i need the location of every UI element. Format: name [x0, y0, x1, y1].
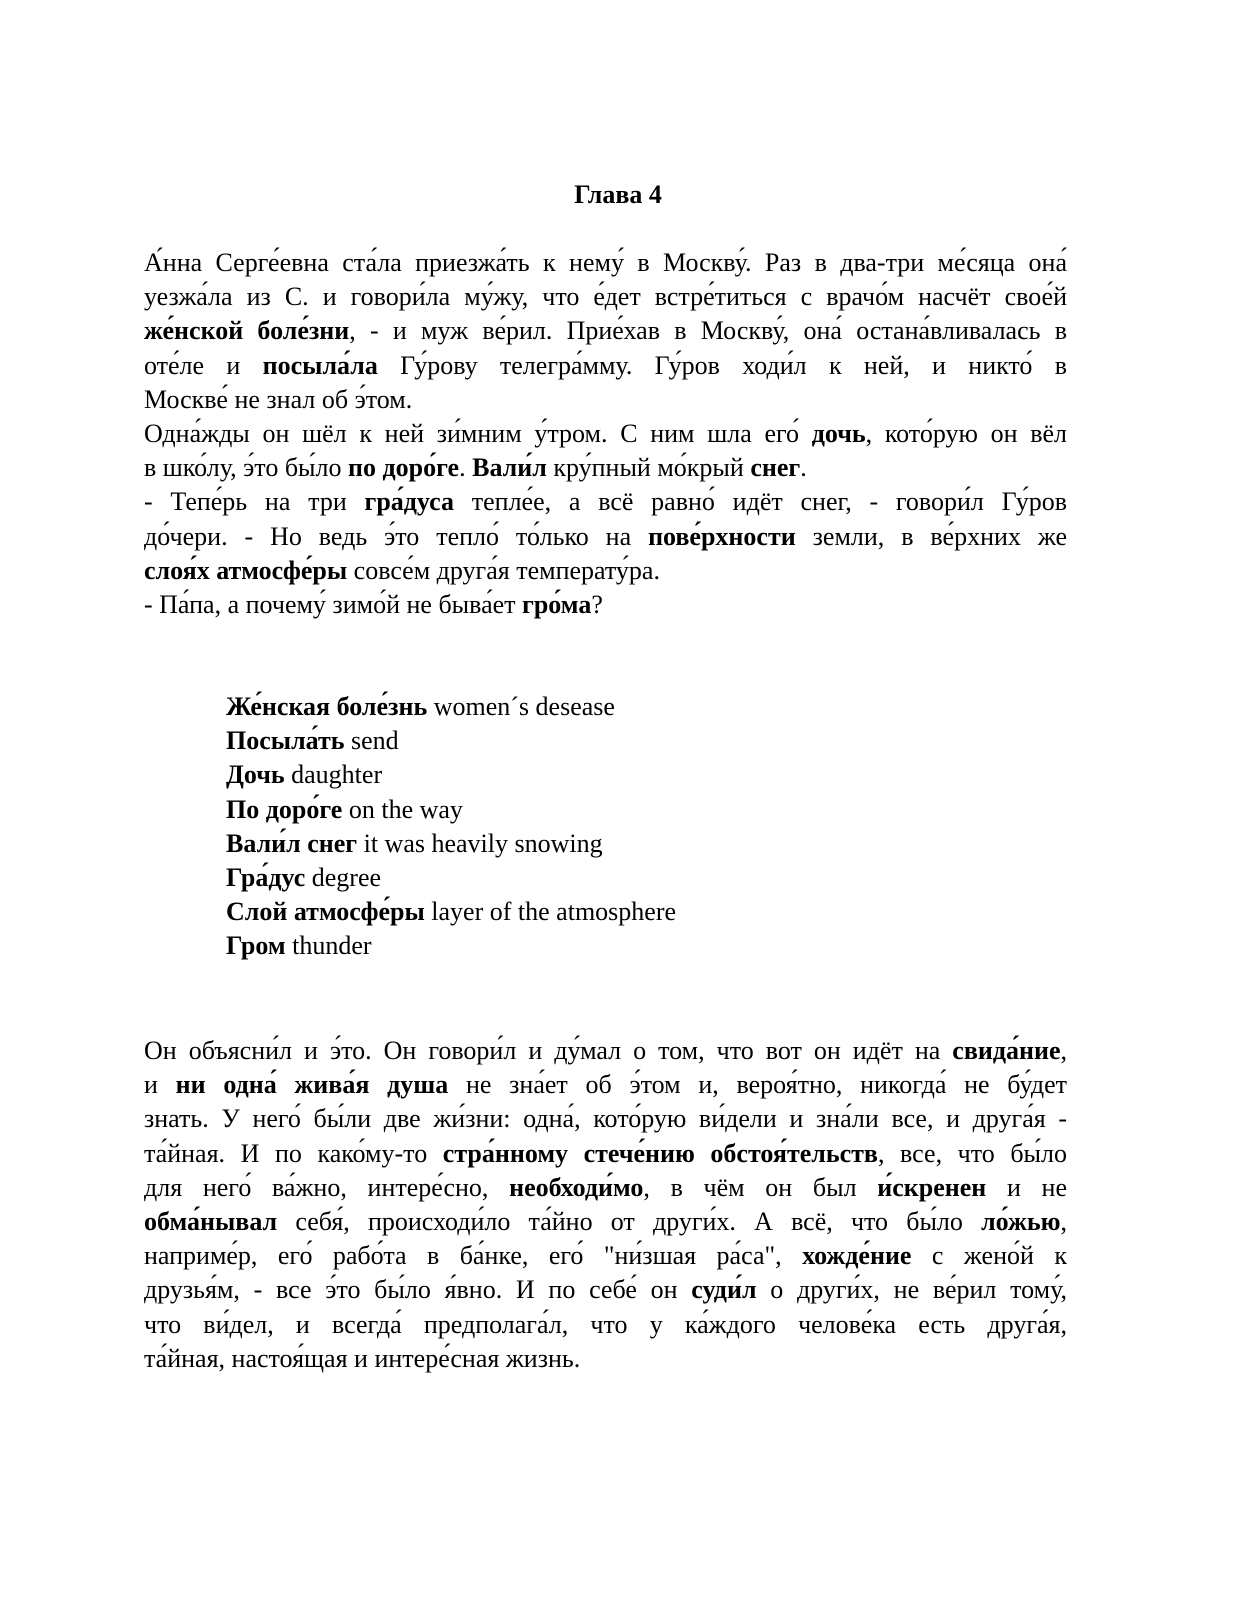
vocab-highlight: стра́нному стече́нию обстоя́тельств [442, 1138, 878, 1168]
text-segment: знать. У него́ бы́ли две жи́зни: одна́, кото́рую ви́дели и зна́ли все, и друга́я - [144, 1104, 1067, 1134]
vocab-item [226, 895, 676, 929]
vocab-highlight: посыла́ла [262, 350, 378, 380]
vocab-term: Вали́л снег [226, 828, 358, 858]
text-segment: , все, что бы́ло [877, 1138, 1067, 1168]
vocab-highlight: свида́ние [952, 1036, 1061, 1065]
text-segment: о други́х, не ве́рил тому́, [756, 1275, 1067, 1305]
text-line [144, 1102, 1067, 1136]
text-line [144, 1342, 1067, 1376]
text-segment: Одна́жды он шёл к ней зи́мним у́тром. С ним шла его́ [144, 418, 812, 448]
paragraph-two-lives [144, 1034, 1067, 1376]
vocab-translation: on the way [342, 794, 463, 824]
vocab-highlight: же́нской боле́зни [144, 316, 350, 346]
text-line [144, 246, 1067, 280]
text-segment: Гу́рову телегра́мму. Гу́ров ходи́л к ней, и никто́ в [377, 350, 1067, 380]
text-segment: А́нна Серге́евна ста́ла приезжа́ть к нему́ в Москву́. Раз в два-три ме́сяца она́ [144, 248, 1067, 277]
vocab-highlight: ни одна́ жива́я душа [175, 1070, 449, 1100]
text-segment: друзья́м, - все э́то бы́ло я́вно. И по себе́ он [144, 1275, 692, 1305]
vocab-term: Гром [226, 931, 286, 961]
text-segment: себя́, происходи́ло та́йно от други́х. А всё, что бы́ло [277, 1206, 982, 1236]
text-line [144, 417, 1067, 451]
text-line [144, 349, 1067, 383]
text-segment: , в чём он был [643, 1172, 878, 1202]
text-line [144, 554, 1067, 588]
vocab-highlight: слоя́х атмосфе́ры [144, 555, 348, 585]
vocab-highlight: гра́дуса [364, 487, 454, 517]
text-segment: , [1060, 1206, 1067, 1236]
text-line [144, 1273, 1067, 1307]
vocab-item [226, 929, 676, 963]
vocab-term: Же́нская боле́знь [226, 692, 428, 721]
text-segment: и [144, 1070, 176, 1100]
vocab-highlight: и́скренен [877, 1172, 987, 1202]
chapter-title: Глава 4 [574, 180, 662, 209]
vocab-highlight: хожде́ние [802, 1241, 912, 1271]
text-segment: - Тепе́рь на три [144, 487, 365, 517]
vocab-item [226, 793, 676, 827]
vocab-highlight: гро́ма [522, 589, 592, 619]
text-segment: не зна́ет об э́том и, вероя́тно, никогда́ не бу́дет [448, 1070, 1067, 1100]
vocab-item [226, 827, 676, 861]
text-line [144, 520, 1067, 554]
vocab-highlight: ло́жью [981, 1206, 1061, 1236]
text-segment: , кото́рую он вёл [865, 418, 1067, 448]
text-line [144, 1034, 1067, 1068]
text-line [144, 1137, 1067, 1171]
vocab-term: По доро́ге [226, 794, 343, 824]
vocab-term: Слой атмосфе́ры [226, 897, 425, 927]
text-segment: уезжа́ла из С. и говори́ла му́жу, что е́дет встре́титься с врачо́м насчёт свое́й [144, 282, 1067, 312]
text-segment: совсе́м друга́я температу́ра. [347, 555, 660, 585]
text-segment: , - и муж ве́рил. Прие́хав в Москву́, она́ остана́вливалась в [349, 316, 1067, 346]
text-segment: и [226, 350, 263, 380]
text-line [144, 383, 1067, 417]
text-segment: та́йная, настоя́щая и интере́сная жизнь. [144, 1343, 581, 1373]
text-segment: . [459, 453, 473, 483]
vocab-item [226, 690, 676, 724]
text-segment: и не [986, 1172, 1067, 1202]
text-segment: Он объясни́л и э́то. Он говори́л и ду́мал о том, что вот он идёт на [144, 1036, 953, 1065]
vocab-translation: thunder [285, 931, 372, 961]
vocab-item [226, 861, 676, 895]
text-segment: ? [591, 589, 603, 619]
text-segment: . [800, 453, 807, 483]
text-segment: в шко́лу, э́то бы́ло [144, 453, 348, 483]
text-line [144, 1068, 1067, 1102]
vocab-translation: degree [305, 862, 382, 892]
text-segment: оте́ле [144, 350, 227, 380]
vocab-highlight: пове́рхности [648, 521, 796, 551]
text-line [144, 1205, 1067, 1239]
text-line [144, 1171, 1067, 1205]
vocab-translation: daughter [284, 760, 383, 790]
text-line [144, 1239, 1067, 1273]
vocab-term: Посыла́ть [226, 726, 345, 756]
text-segment: - Па́па, а почему́ зимо́й не быва́ет [144, 589, 523, 619]
vocab-translation: send [344, 726, 399, 756]
vocab-highlight: снег [750, 453, 801, 483]
vocab-item [226, 724, 676, 758]
text-segment: , [1060, 1036, 1067, 1065]
text-segment: с жено́й к [911, 1241, 1067, 1271]
text-segment: та́йная. И по како́му-то [144, 1138, 443, 1168]
vocab-term: Гра́дус [226, 862, 306, 892]
vocab-highlight: дочь [811, 418, 866, 448]
text-segment: наприме́р, его́ рабо́та в ба́нке, его́ "ни́зшая ра́са", [144, 1241, 803, 1271]
text-segment: земли, в ве́рхних же [795, 521, 1067, 551]
vocab-translation: women´s desease [427, 692, 615, 721]
paragraph-intro [144, 246, 1067, 622]
text-line [144, 314, 1067, 348]
text-segment: кру́пный мо́крый [546, 453, 751, 483]
text-line [144, 451, 1067, 485]
text-segment: Москве́ не знал об э́том. [144, 384, 413, 414]
vocab-highlight: Вали́л [472, 453, 547, 483]
vocab-item [226, 758, 676, 792]
text-segment: для него́ ва́жно, интере́сно, [144, 1172, 510, 1202]
vocab-translation: layer of the atmosphere [424, 897, 677, 927]
text-line [144, 1308, 1067, 1342]
text-segment: что ви́дел, и всегда́ предполага́л, что у ка́ждого челове́ка есть друга́я, [144, 1309, 1067, 1339]
text-line [144, 588, 1067, 622]
text-line [144, 280, 1067, 314]
vocab-highlight: по доро́ге [348, 453, 460, 483]
vocab-translation: it was heavily snowing [357, 828, 603, 858]
vocabulary-list [226, 690, 676, 964]
vocab-highlight: необходи́мо [509, 1172, 644, 1202]
vocab-highlight: суди́л [691, 1275, 757, 1305]
vocab-term: Дочь [226, 760, 285, 790]
text-line [144, 485, 1067, 519]
text-segment: до́чери. - Но ведь э́то тепло́ то́лько на [144, 521, 649, 551]
text-segment: тепле́е, а всё равно́ идёт снег, - говори́л Гу́ров [454, 487, 1067, 517]
vocab-highlight: обма́нывал [144, 1206, 278, 1236]
